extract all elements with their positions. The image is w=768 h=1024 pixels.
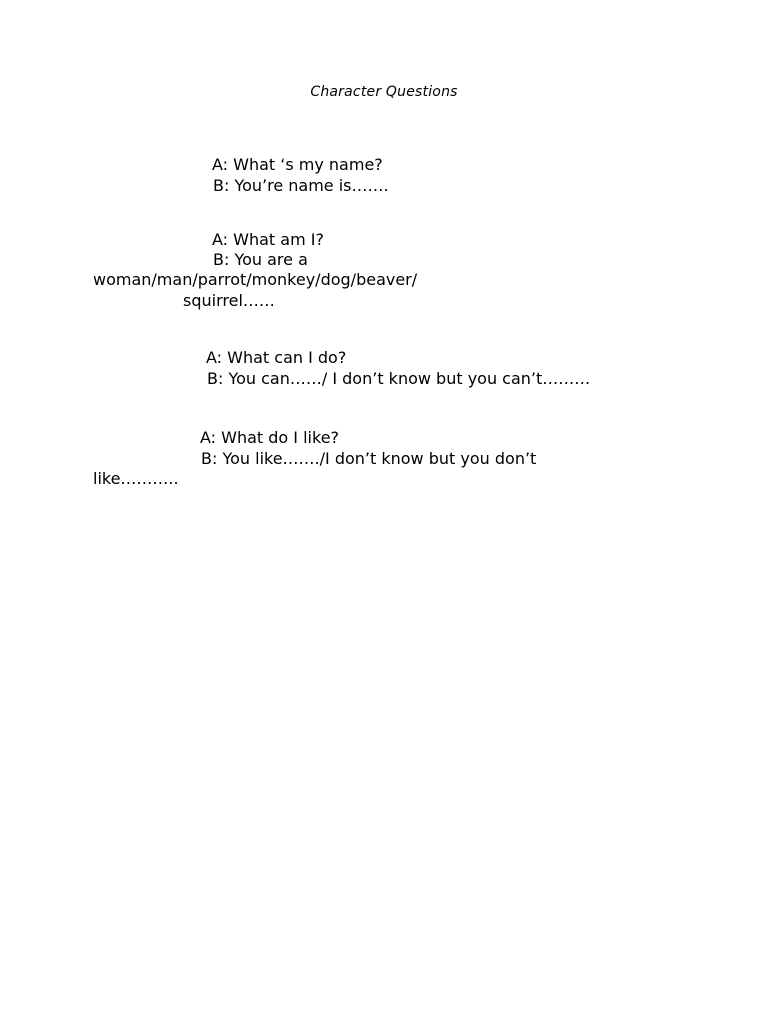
question-what-am-i: A: What am I? bbox=[212, 230, 324, 249]
document-title: Character Questions bbox=[310, 84, 458, 100]
answer-what-can-i-do: B: You can……/ I don’t know but you can’t……… bbox=[207, 369, 591, 388]
answer-what-am-i: B: You are a bbox=[213, 250, 308, 269]
answer-what-do-i-like: B: You like……./I don’t know but you don’t bbox=[201, 449, 537, 468]
answer-name: B: You’re name is……. bbox=[213, 176, 389, 195]
question-name: A: What ‘s my name? bbox=[212, 155, 383, 174]
answer-what-am-i-cont-2: squirrel…… bbox=[183, 291, 275, 310]
answer-what-do-i-like-cont-1: like……….. bbox=[93, 469, 179, 488]
question-what-can-i-do: A: What can I do? bbox=[206, 348, 347, 367]
question-what-do-i-like: A: What do I like? bbox=[200, 428, 340, 447]
answer-what-am-i-cont-1: woman/man/parrot/monkey/dog/beaver/ bbox=[93, 270, 418, 289]
